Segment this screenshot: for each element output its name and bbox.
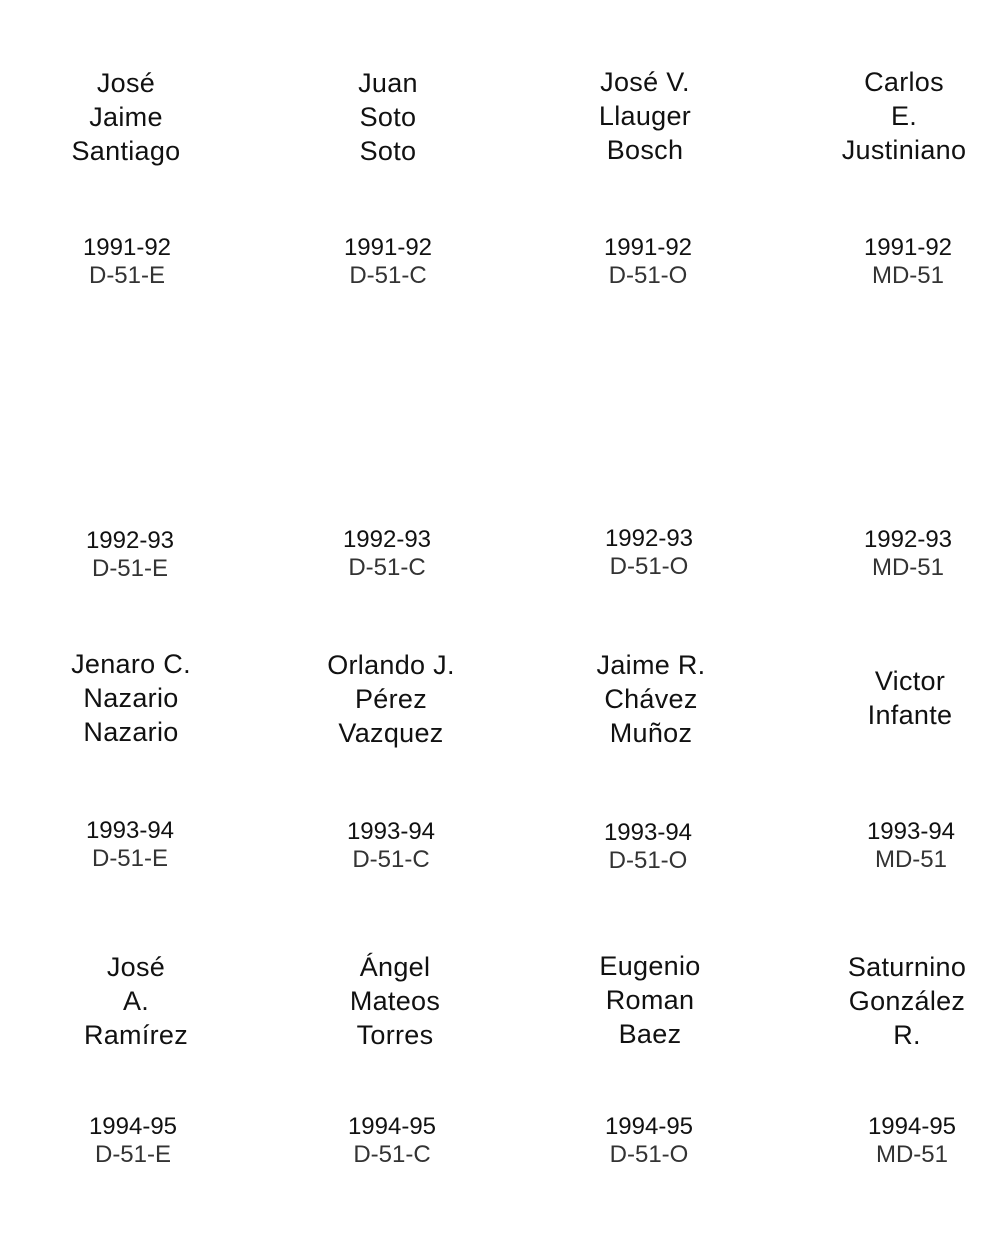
name-line: Jaime xyxy=(89,102,163,132)
name-line: José xyxy=(106,952,166,982)
name-line: Mateos xyxy=(349,986,441,1016)
name-block-d51c-2 xyxy=(271,648,511,750)
term-entry-md51-1994 xyxy=(792,1113,996,1169)
term-year: 1993-94 xyxy=(866,818,956,845)
name-line: Chávez xyxy=(604,684,698,714)
term-district: D-51-O xyxy=(609,553,689,580)
name-line: Ángel xyxy=(359,952,431,982)
name-line: Saturnino xyxy=(847,952,967,982)
term-year: 1994-95 xyxy=(867,1113,957,1140)
name-block-md51-2 xyxy=(790,664,996,732)
term-year: 1991-92 xyxy=(603,234,693,261)
name-line: Ramírez xyxy=(83,1020,189,1050)
term-district: D-51-C xyxy=(352,846,430,873)
name-line: Jenaro C. xyxy=(71,649,191,679)
term-year: 1994-95 xyxy=(604,1113,694,1140)
name-line: Victor xyxy=(874,666,946,696)
name-line: Orlando J. xyxy=(327,650,455,680)
name-block-d51e-1 xyxy=(6,66,246,168)
term-year: 1991-92 xyxy=(863,234,953,261)
name-line: R. xyxy=(893,1020,921,1050)
term-year: 1993-94 xyxy=(346,818,436,845)
term-district: D-51-C xyxy=(349,262,427,289)
name-line: José xyxy=(96,68,156,98)
term-district: D-51-E xyxy=(94,1141,172,1168)
term-year: 1991-92 xyxy=(82,234,172,261)
term-entry-d51o-1992 xyxy=(529,525,769,581)
term-entry-d51c-1994 xyxy=(272,1113,512,1169)
term-year: 1994-95 xyxy=(347,1113,437,1140)
term-entry-md51-1992 xyxy=(788,526,996,582)
name-line: Nazario xyxy=(83,683,179,713)
name-line: Roman xyxy=(605,985,695,1015)
name-line: Justiniano xyxy=(841,135,967,165)
term-year: 1992-93 xyxy=(342,526,432,553)
term-district: MD-51 xyxy=(871,554,944,581)
term-year: 1993-94 xyxy=(85,817,175,844)
term-district: D-51-O xyxy=(608,262,688,289)
name-block-d51e-2 xyxy=(11,647,251,749)
term-entry-d51e-1993 xyxy=(10,817,250,873)
name-line: Jaime R. xyxy=(596,650,706,680)
term-year: 1993-94 xyxy=(603,819,693,846)
name-line: Nazario xyxy=(83,717,179,747)
name-block-md51-1 xyxy=(784,65,996,167)
term-district: MD-51 xyxy=(874,846,947,873)
term-year: 1994-95 xyxy=(88,1113,178,1140)
term-district: D-51-C xyxy=(348,554,426,581)
name-line: Torres xyxy=(356,1020,434,1050)
name-line: Eugenio xyxy=(599,951,701,981)
term-district: D-51-O xyxy=(609,1141,689,1168)
name-line: Llauger xyxy=(598,101,692,131)
name-line: Carlos xyxy=(864,67,944,97)
term-entry-d51c-1993 xyxy=(271,818,511,874)
term-year: 1991-92 xyxy=(343,234,433,261)
name-line: Santiago xyxy=(71,136,181,166)
term-entry-d51o-1993 xyxy=(528,819,768,875)
name-line: Muñoz xyxy=(609,718,693,748)
name-block-d51c-1 xyxy=(268,66,508,168)
name-block-d51o-3 xyxy=(530,949,770,1051)
name-line: Bosch xyxy=(606,135,684,165)
name-line: Vazquez xyxy=(338,718,444,748)
term-entry-md51-1993 xyxy=(791,818,996,874)
term-entry-d51c-1992 xyxy=(267,526,507,582)
term-year: 1992-93 xyxy=(604,525,694,552)
name-block-d51c-3 xyxy=(275,950,515,1052)
term-entry-d51c-1991 xyxy=(268,234,508,290)
term-district: D-51-O xyxy=(608,847,688,874)
name-line: Infante xyxy=(867,700,953,730)
term-entry-d51e-1991 xyxy=(7,234,247,290)
name-block-d51e-3 xyxy=(16,950,256,1052)
name-line: González xyxy=(848,986,966,1016)
term-district: D-51-E xyxy=(91,555,169,582)
term-entry-d51o-1994 xyxy=(529,1113,769,1169)
term-entry-d51o-1991 xyxy=(528,234,768,290)
name-line: Juan xyxy=(358,68,418,98)
name-line: Soto xyxy=(359,136,417,166)
name-line: Soto xyxy=(359,102,417,132)
name-block-md51-3 xyxy=(787,950,996,1052)
term-entry-d51e-1992 xyxy=(10,527,250,583)
term-district: D-51-C xyxy=(353,1141,431,1168)
name-line: A. xyxy=(122,986,150,1016)
term-district: MD-51 xyxy=(871,262,944,289)
term-year: 1992-93 xyxy=(85,527,175,554)
name-line: Pérez xyxy=(354,684,428,714)
term-district: D-51-E xyxy=(88,262,166,289)
name-line: Baez xyxy=(618,1019,682,1049)
term-entry-d51e-1994 xyxy=(13,1113,253,1169)
name-line: José V. xyxy=(600,67,690,97)
term-year: 1992-93 xyxy=(863,526,953,553)
name-line: E. xyxy=(890,101,918,131)
name-block-d51o-2 xyxy=(531,648,771,750)
term-district: MD-51 xyxy=(875,1141,948,1168)
term-district: D-51-E xyxy=(91,845,169,872)
term-entry-md51-1991 xyxy=(788,234,996,290)
name-block-d51o-1 xyxy=(525,65,765,167)
